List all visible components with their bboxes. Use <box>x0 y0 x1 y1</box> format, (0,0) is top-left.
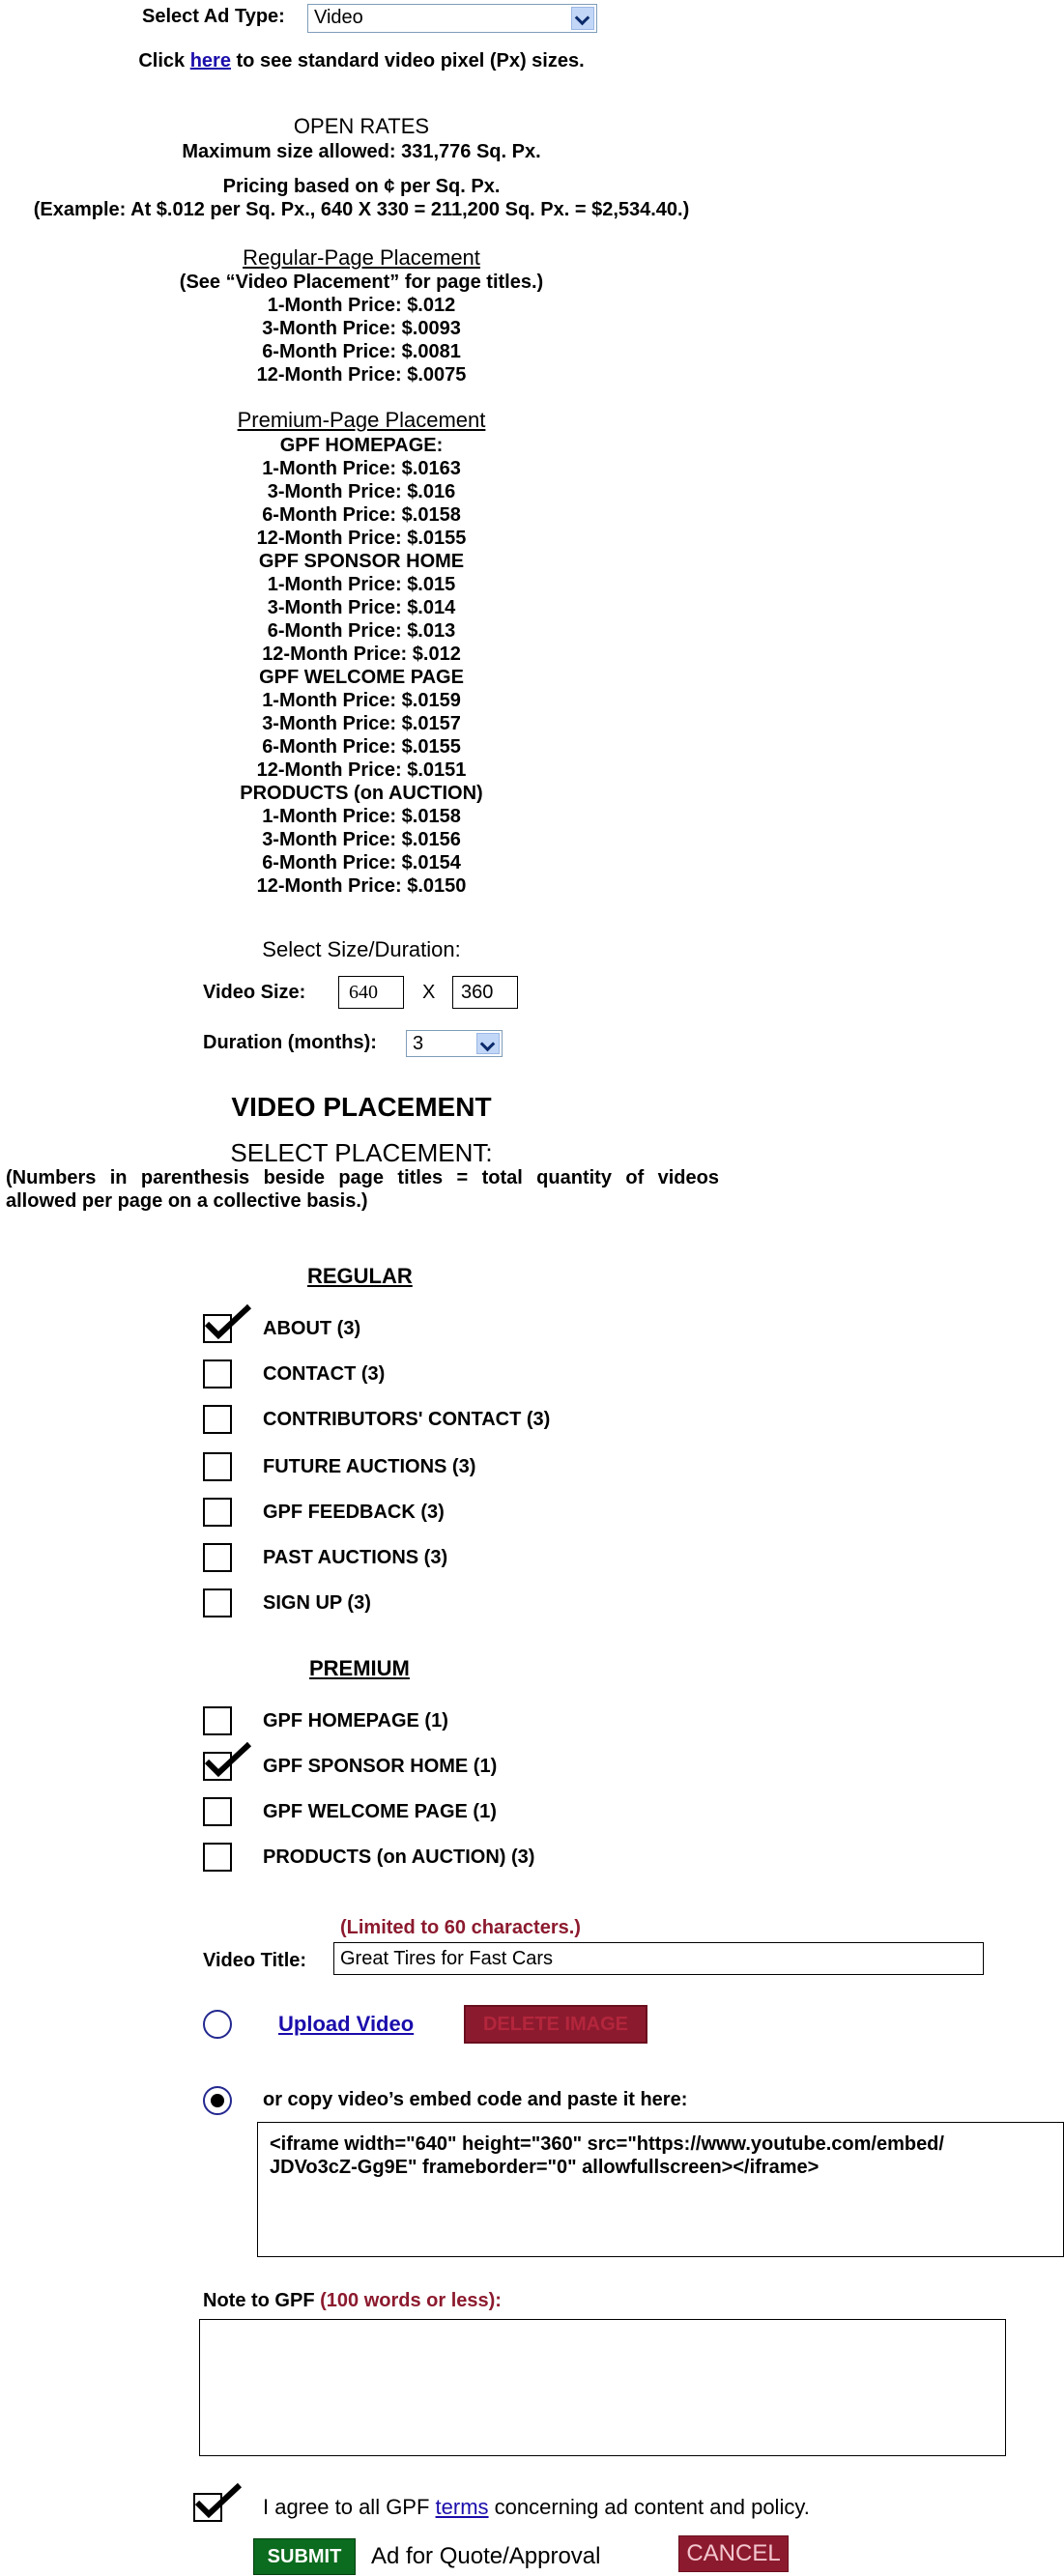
checkbox-label: PAST AUCTIONS (3) <box>263 1547 448 1568</box>
duration-value: 3 <box>413 1033 424 1054</box>
terms-link[interactable]: terms <box>435 2495 489 2519</box>
placement-note-line2: allowed per page on a collective basis.) <box>6 1190 368 1212</box>
max-size-text: Maximum size allowed: 331,776 Sq. Px. <box>182 141 541 162</box>
video-height-input[interactable]: 360 <box>452 976 518 1009</box>
ad-type-value: Video <box>314 7 363 28</box>
list-item: 6-Month Price: $.0154 <box>262 852 461 873</box>
list-item: 6-Month Price: $.0155 <box>262 736 461 758</box>
checkbox-gpf-homepage[interactable] <box>203 1706 232 1735</box>
regular-placement-note: (See “Video Placement” for page titles.) <box>179 272 544 293</box>
list-item: 3-Month Price: $.0156 <box>262 829 461 850</box>
agree-text: I agree to all GPF terms concerning ad content and policy. <box>263 2495 810 2519</box>
checkbox-label: SIGN UP (3) <box>263 1592 371 1614</box>
list-item: 12-Month Price: $.0075 <box>256 364 467 386</box>
list-item: 12-Month Price: $.0151 <box>256 759 467 781</box>
checkbox-label: CONTRIBUTORS' CONTACT (3) <box>263 1409 551 1430</box>
title-limit-note: (Limited to 60 characters.) <box>340 1917 581 1938</box>
checkbox-contact[interactable] <box>203 1360 232 1388</box>
sizes-link[interactable]: here <box>189 50 231 72</box>
pricing-example-text: (Example: At $.012 per Sq. Px., 640 X 330 = 211,200 Sq. Px. = $2,534.40.) <box>33 199 690 220</box>
video-title-label: Video Title: <box>203 1950 307 1971</box>
list-item: 3-Month Price: $.0093 <box>262 318 461 339</box>
placement-note-line1: (Numbers in parenthesis beside page titles = total quantity of videos <box>6 1167 719 1188</box>
list-item: 1-Month Price: $.0158 <box>262 806 461 827</box>
checkbox-future-auctions[interactable] <box>203 1452 232 1481</box>
radio-selected-dot <box>211 2094 224 2107</box>
video-placement-title: VIDEO PLACEMENT <box>231 1092 492 1122</box>
list-item: 6-Month Price: $.0081 <box>262 341 461 362</box>
premium-prices-list <box>0 434 723 898</box>
checkbox-label: GPF WELCOME PAGE (1) <box>263 1801 497 1822</box>
checkbox-label: GPF HOMEPAGE (1) <box>263 1710 448 1732</box>
video-size-label: Video Size: <box>203 982 306 1003</box>
cancel-button[interactable]: CANCEL <box>678 2535 789 2572</box>
size-separator: X <box>422 982 436 1003</box>
chevron-down-icon[interactable] <box>571 7 594 30</box>
list-item: 3-Month Price: $.014 <box>267 597 456 618</box>
premium-group-name: PRODUCTS (on AUCTION) <box>240 783 483 804</box>
premium-heading: PREMIUM <box>309 1656 410 1680</box>
duration-label: Duration (months): <box>203 1032 377 1053</box>
ad-type-label: Select Ad Type: <box>142 6 285 27</box>
delete-image-button[interactable]: DELETE IMAGE <box>464 2005 647 2044</box>
checkbox-label: PRODUCTS (on AUCTION) (3) <box>263 1846 535 1868</box>
checkmark-icon <box>203 1740 255 1783</box>
checkbox-label: GPF SPONSOR HOME (1) <box>263 1756 498 1777</box>
regular-heading: REGULAR <box>307 1264 413 1288</box>
select-placement-title: SELECT PLACEMENT: <box>230 1138 493 1167</box>
embed-code-label: or copy video’s embed code and paste it here: <box>263 2089 688 2110</box>
embed-code-textarea[interactable] <box>257 2122 1064 2257</box>
list-item: 12-Month Price: $.0150 <box>256 875 467 897</box>
premium-group-name: GPF HOMEPAGE: <box>279 435 444 456</box>
note-textarea[interactable] <box>199 2319 1006 2456</box>
checkbox-label: FUTURE AUCTIONS (3) <box>263 1456 476 1477</box>
checkbox-label: ABOUT (3) <box>263 1318 361 1339</box>
pricing-basis-text: Pricing based on ¢ per Sq. Px. <box>222 176 501 197</box>
checkbox-products-auction[interactable] <box>203 1843 232 1872</box>
submit-suffix-text: Ad for Quote/Approval <box>371 2543 601 2569</box>
video-title-input[interactable]: Great Tires for Fast Cars <box>333 1942 984 1975</box>
embed-code-line: <iframe width="640" height="360" src="https://www.youtube.com/embed/ <box>270 2133 944 2155</box>
checkbox-past-auctions[interactable] <box>203 1543 232 1572</box>
premium-group-name: GPF SPONSOR HOME <box>258 551 465 572</box>
submit-button[interactable]: SUBMIT <box>253 2538 356 2575</box>
upload-video-radio[interactable] <box>203 2010 232 2039</box>
checkbox-sign-up[interactable] <box>203 1589 232 1617</box>
upload-video-link[interactable]: Upload Video <box>278 2012 415 2036</box>
checkbox-about[interactable] <box>203 1314 232 1343</box>
sizes-note: Click here to see standard video pixel (Px) sizes. <box>138 50 585 72</box>
list-item: 1-Month Price: $.015 <box>267 574 456 595</box>
premium-group-name: GPF WELCOME PAGE <box>259 667 464 688</box>
duration-select[interactable] <box>406 1030 503 1057</box>
note-limit: (100 words or less): <box>320 2290 502 2311</box>
size-duration-title: Select Size/Duration: <box>262 937 461 961</box>
list-item: 12-Month Price: $.0155 <box>256 528 467 549</box>
list-item: 1-Month Price: $.012 <box>267 295 456 316</box>
checkbox-label: GPF FEEDBACK (3) <box>263 1502 445 1523</box>
checkbox-contributors-contact[interactable] <box>203 1405 232 1434</box>
checkmark-icon <box>203 1302 255 1345</box>
chevron-down-icon[interactable] <box>476 1033 500 1054</box>
checkbox-label: CONTACT (3) <box>263 1363 386 1385</box>
list-item: 1-Month Price: $.0163 <box>262 458 461 479</box>
checkbox-gpf-welcome-page[interactable] <box>203 1797 232 1826</box>
list-item: 6-Month Price: $.013 <box>267 620 456 642</box>
checkbox-gpf-sponsor-home[interactable] <box>203 1752 232 1781</box>
premium-placement-heading: Premium-Page Placement <box>237 408 486 432</box>
embed-code-line: JDVo3cZ-Gg9E" frameborder="0" allowfullscreen></iframe> <box>270 2157 820 2178</box>
list-item: 6-Month Price: $.0158 <box>262 504 461 526</box>
ad-type-select[interactable] <box>307 4 597 33</box>
open-rates-title: OPEN RATES <box>293 114 430 138</box>
list-item: 3-Month Price: $.0157 <box>262 713 461 734</box>
list-item: 12-Month Price: $.012 <box>262 644 461 665</box>
agree-checkbox[interactable] <box>193 2493 222 2522</box>
embed-code-radio[interactable] <box>203 2086 232 2115</box>
note-label: Note to GPF (100 words or less): <box>203 2290 502 2311</box>
list-item: 3-Month Price: $.016 <box>267 481 456 502</box>
regular-placement-heading: Regular-Page Placement <box>243 245 480 270</box>
video-width-input[interactable]: 640 <box>338 976 404 1009</box>
checkbox-gpf-feedback[interactable] <box>203 1498 232 1527</box>
regular-prices-list <box>0 271 723 386</box>
checkmark-icon <box>193 2481 245 2524</box>
list-item: 1-Month Price: $.0159 <box>262 690 461 711</box>
